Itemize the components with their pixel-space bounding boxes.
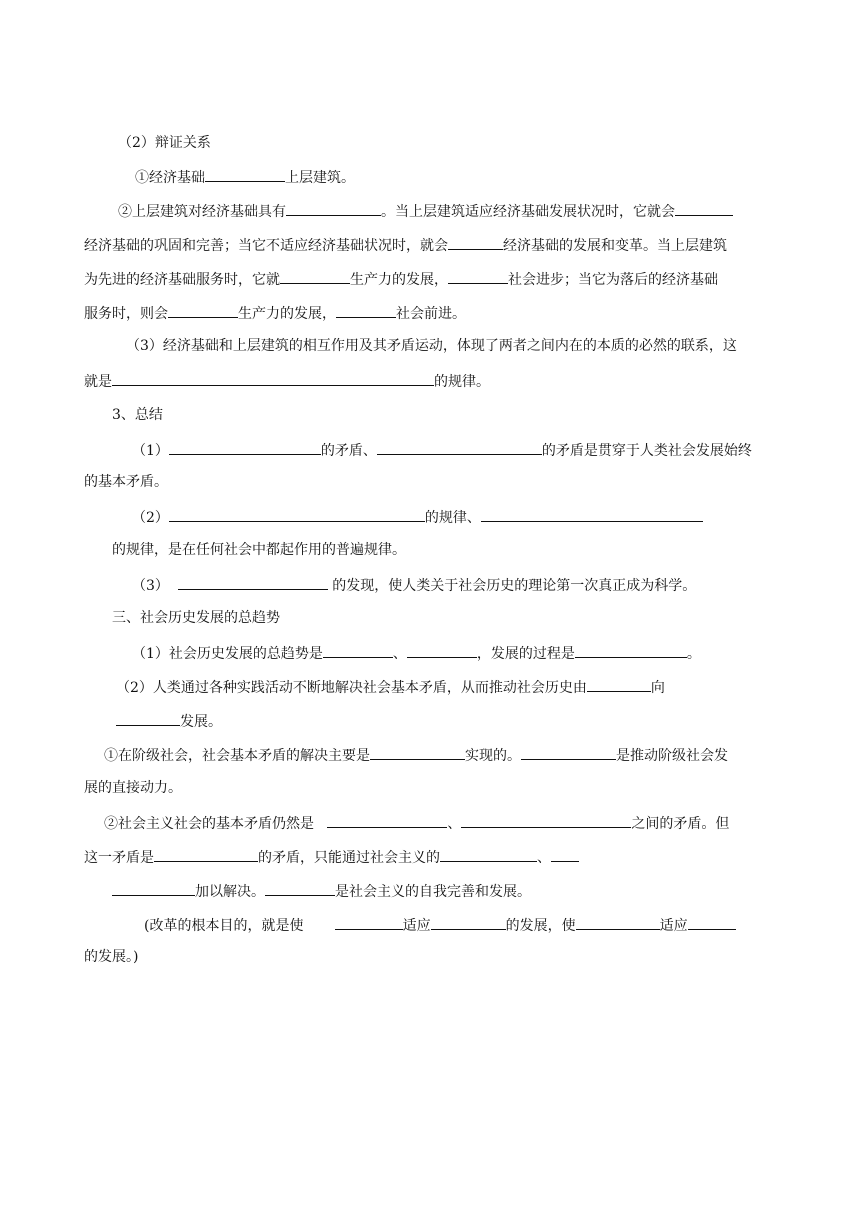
blank[interactable]	[116, 710, 180, 726]
blank[interactable]	[168, 302, 238, 318]
summary-1-line-2: 的基本矛盾。	[84, 474, 168, 490]
blank[interactable]	[112, 880, 195, 896]
class-society-line-1: ①在阶级社会，社会基本矛盾的解决主要是 实现的。 是推动阶级社会发	[104, 744, 728, 766]
blank[interactable]	[440, 846, 537, 862]
paragraph-2-line-2: 经济基础的巩固和完善；当它不适应经济基础状况时，就会 经济基础的发展和变革。当上层建筑	[84, 234, 727, 256]
blank[interactable]	[205, 166, 285, 182]
blank[interactable]	[112, 370, 434, 386]
blank[interactable]	[481, 506, 703, 522]
paragraph-1: ①经济基础 上层建筑。	[135, 166, 355, 188]
blank[interactable]	[675, 200, 733, 216]
paragraph-2-line-1: ②上层建筑对经济基础具有 。当上层建筑适应经济基础发展状况时，它就会	[118, 200, 733, 222]
blank[interactable]	[551, 846, 579, 862]
blank[interactable]	[336, 302, 396, 318]
section-3-line-2: 就是 的规律。	[84, 370, 490, 392]
summary-heading: 3、总结	[112, 407, 163, 423]
socialism-line-1: ②社会主义社会的基本矛盾仍然是 、 之间的矛盾。但	[104, 812, 729, 834]
summary-2-line-1: （2） 的规律、	[132, 506, 703, 528]
blank[interactable]	[521, 744, 616, 760]
blank[interactable]	[377, 439, 542, 455]
blank[interactable]	[280, 268, 350, 284]
blank[interactable]	[265, 880, 335, 896]
trend-1: （1）社会历史发展的总趋势是 、 ，发展的过程是 。	[132, 642, 701, 664]
socialism-line-3: 加以解决。 是社会主义的自我完善和发展。	[112, 880, 531, 902]
blank[interactable]	[335, 914, 403, 930]
blank[interactable]	[169, 439, 321, 455]
trend-2-line-1: （2）人类通过各种实践活动不断地解决社会基本矛盾，从而推动社会历史由 向	[116, 676, 665, 698]
reform-line-1: (改革的根本目的，就是使 适应 的发展，使 适应	[144, 914, 736, 936]
blank[interactable]	[327, 812, 447, 828]
blank[interactable]	[688, 914, 736, 930]
paragraph-2-line-4: 服务时，则会 生产力的发展， 社会前进。	[84, 302, 466, 324]
blank[interactable]	[370, 744, 465, 760]
blank[interactable]	[575, 642, 687, 658]
summary-1-line-1: （1） 的矛盾、 的矛盾是贯穿于人类社会发展始终	[132, 439, 752, 461]
paragraph-2-line-3: 为先进的经济基础服务时，它就 生产力的发展， 社会进步；当它为落后的经济基础	[84, 268, 718, 290]
blank[interactable]	[323, 642, 393, 658]
section-2-heading: （2）辩证关系	[118, 135, 211, 151]
blank[interactable]	[448, 268, 508, 284]
section-3-line-1: （3）经济基础和上层建筑的相互作用及其矛盾运动，体现了两者之间内在的本质的必然的联系，这	[126, 338, 737, 354]
class-society-line-2: 展的直接动力。	[84, 780, 182, 796]
blank[interactable]	[407, 642, 477, 658]
summary-2-line-2: 的规律，是在任何社会中都起作用的普遍规律。	[112, 542, 406, 558]
socialism-line-2: 这一矛盾是 的矛盾，只能通过社会主义的 、	[84, 846, 579, 868]
blank[interactable]	[576, 914, 660, 930]
blank[interactable]	[587, 676, 651, 692]
blank[interactable]	[461, 812, 631, 828]
summary-3: （3） 的发现，使人类关于社会历史的理论第一次真正成为科学。	[132, 574, 696, 596]
blank[interactable]	[431, 914, 506, 930]
blank[interactable]	[286, 200, 381, 216]
blank[interactable]	[448, 234, 503, 250]
part-3-heading: 三、社会历史发展的总趋势	[112, 610, 280, 626]
reform-line-2: 的发展。)	[84, 949, 139, 965]
trend-2-line-2: 发展。	[116, 710, 222, 732]
blank[interactable]	[169, 506, 425, 522]
blank[interactable]	[178, 574, 328, 590]
blank[interactable]	[154, 846, 258, 862]
